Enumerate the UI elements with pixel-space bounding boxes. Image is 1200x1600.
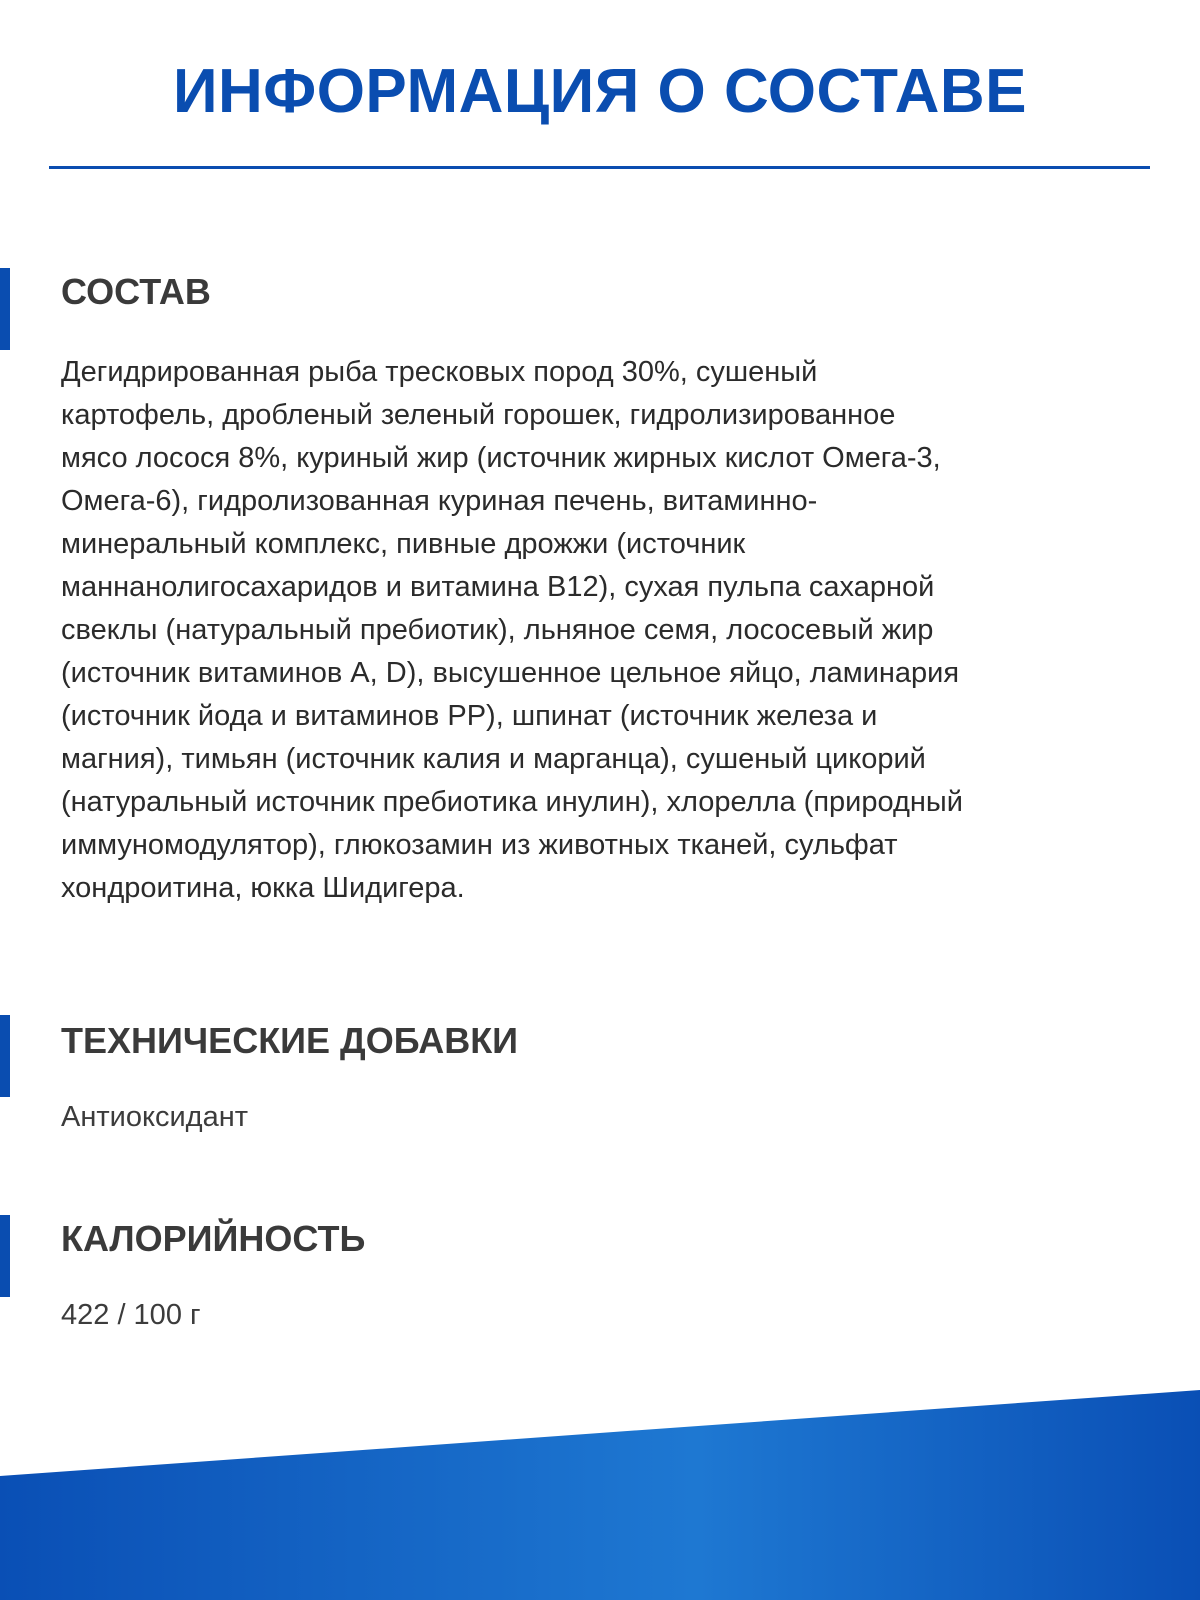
additives-section: [0, 1015, 1200, 1135]
composition-line: магния), тимьян (источник калия и марганца), сушеный цикорий: [61, 743, 926, 775]
calories-section: [0, 1215, 1200, 1335]
composition-line: (источник йода и витаминов PP), шпинат (источник железа и: [61, 700, 878, 732]
composition-line: хондроитина, юкка Шидигера.: [61, 872, 465, 904]
composition-line: минеральный комплекс, пивные дрожжи (источник: [61, 528, 746, 560]
composition-line: (источник витаминов A, D), высушенное цельное яйцо, ламинария: [61, 657, 960, 689]
composition-line: иммуномодулятор), глюкозамин из животных тканей, сульфат: [61, 829, 898, 861]
bottom-band-shape: [0, 1390, 1200, 1600]
composition-line: Дегидрированная рыба тресковых пород 30%, сушеный: [61, 356, 818, 388]
composition-line: Омега-6), гидролизованная куриная печень, витаминно-: [61, 485, 818, 517]
composition-text: [61, 351, 1141, 910]
composition-section: [0, 268, 1200, 908]
page-title: ИНФОРМАЦИЯ О СОСТАВЕ: [172, 57, 1028, 126]
calories-heading: КАЛОРИЙНОСТЬ: [61, 1218, 366, 1259]
composition-line: (натуральный источник пребиотика инулин), хлорелла (природный: [61, 786, 963, 818]
calories-value: 422 / 100 г: [61, 1299, 201, 1331]
composition-line: мясо лосося 8%, куриный жир (источник жирных кислот Омега-3,: [61, 442, 941, 474]
title-divider: [49, 166, 1150, 169]
section-accent-bar: [0, 268, 10, 350]
composition-line: маннанолигосахаридов и витамина B12), сухая пульпа сахарной: [61, 571, 935, 603]
additives-value: Антиоксидант: [61, 1101, 249, 1133]
composition-line: картофель, дробленый зеленый горошек, гидролизированное: [61, 399, 896, 431]
composition-line: свеклы (натуральный пребиотик), льняное семя, лососевый жир: [61, 614, 934, 646]
composition-heading: СОСТАВ: [61, 271, 211, 312]
section-accent-bar: [0, 1015, 10, 1097]
additives-heading: ТЕХНИЧЕСКИЕ ДОБАВКИ: [61, 1020, 519, 1061]
section-accent-bar: [0, 1215, 10, 1297]
decorative-bottom-band: [0, 1390, 1200, 1600]
